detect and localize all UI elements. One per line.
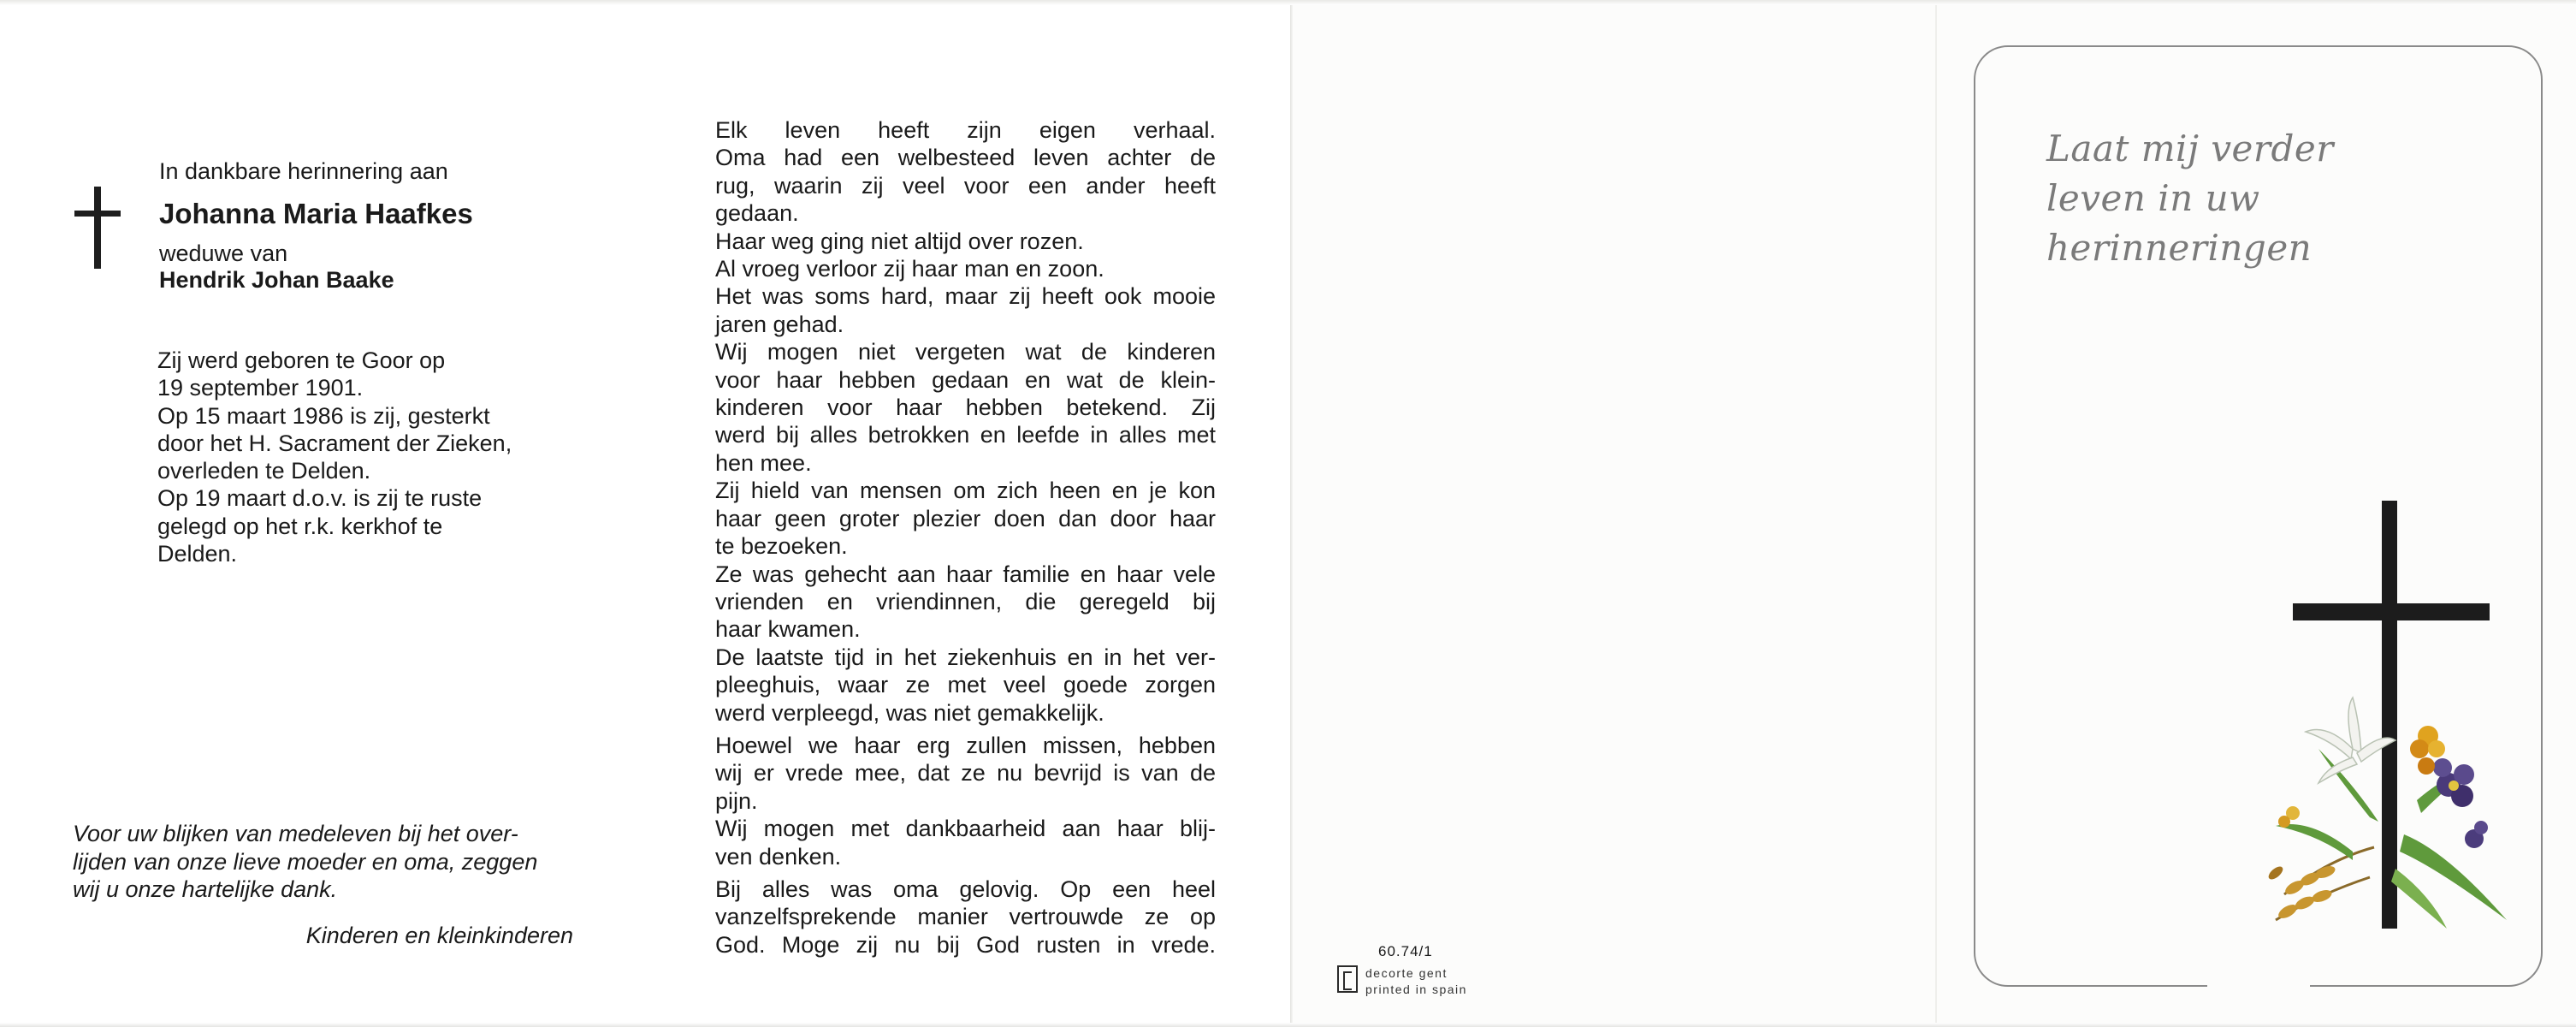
poem-line: Haar weg ging niet altijd over rozen. xyxy=(715,228,1084,254)
poem-line: vanzelfsprekende manier vertrouwde ze op xyxy=(715,904,1216,930)
poem-line: jaren gehad. xyxy=(715,311,844,337)
cross-with-flowers-illustration xyxy=(2224,492,2532,937)
poem-line: wij er vrede mee, dat ze nu bevrijd is van de xyxy=(715,760,1216,787)
cover-verse xyxy=(2046,124,2389,273)
thanks-line: wij u onze hartelijke dank. xyxy=(73,876,338,902)
bottom-edge xyxy=(0,1023,2576,1027)
poem-line: Wij mogen met dankbaarheid aan haar blij- xyxy=(715,816,1216,842)
thanks-line: Voor uw blijken van medeleven bij het over- xyxy=(73,821,518,846)
bio-line: Op 19 maart d.o.v. is zij te ruste xyxy=(157,485,483,512)
bio-line: door het H. Sacrament der Zieken, xyxy=(157,430,512,456)
poem-line: Bij alles was oma gelovig. Op een heel xyxy=(715,876,1216,902)
biography xyxy=(157,347,577,567)
poem-line: werd bij alles betrokken en leefde in alles met xyxy=(715,422,1216,448)
purple-flower-icon xyxy=(2433,758,2488,848)
poem-line: te bezoeken. xyxy=(715,533,848,560)
cover-fold xyxy=(1935,0,1937,1027)
printer-origin: printed in spain xyxy=(1365,982,1467,996)
poem-line: pijn. xyxy=(715,787,758,814)
large-cross-horizontal xyxy=(2293,603,2490,620)
cross-icon xyxy=(74,187,121,269)
husband-name: Hendrik Johan Baake xyxy=(159,267,394,293)
widow-of-label: weduwe van xyxy=(159,240,288,266)
printer-name: decorte gent xyxy=(1365,966,1448,980)
poem-line: De laatste tijd in het ziekenhuis en in het ver- xyxy=(715,644,1216,670)
poem-line: ven denken. xyxy=(715,843,842,870)
poem-line: Hoewel we haar erg zullen missen, hebben xyxy=(715,732,1216,758)
poem-line: God. Moge zij nu bij God rusten in vrede. xyxy=(715,931,1216,958)
bio-line: overleden te Delden. xyxy=(157,458,371,484)
cross-horizontal-bar xyxy=(74,211,121,217)
poem-line: Ze was gehecht aan haar familie en haar vele xyxy=(715,561,1216,587)
printer-logo-icon xyxy=(1337,965,1358,993)
poem-line: haar kwamen. xyxy=(715,616,861,643)
cover-frame-gap xyxy=(2207,976,2310,993)
poem-line: kinderen voor haar hebben betekend. Zij xyxy=(715,395,1216,421)
printer-code: 60.74/1 xyxy=(1378,943,1433,959)
poem-line: gedaan. xyxy=(715,200,799,227)
thanks-message xyxy=(73,820,577,904)
poem-line: Oma had een welbesteed leven achter de xyxy=(715,145,1216,171)
poem-line: pleeghuis, waar ze met veel goede zorgen xyxy=(715,672,1216,698)
poem-line: rug, waarin zij veel voor een ander heeft xyxy=(715,172,1216,199)
top-edge xyxy=(0,0,2576,5)
poem-line: Zij hield van mensen om zich heen en je kon xyxy=(715,478,1216,504)
bio-line: 19 september 1901. xyxy=(157,375,364,401)
thanks-line: lijden van onze lieve moeder en oma, zeggen xyxy=(73,848,538,875)
poem-line: vrienden en vriendinnen, die geregeld bij xyxy=(715,588,1216,614)
wheat-grains-icon xyxy=(2266,864,2336,921)
poem-line: Elk leven heeft zijn eigen verhaal. xyxy=(715,117,1216,143)
poem-line: haar geen groter plezier doen dan door haar xyxy=(715,505,1216,531)
poem-line: Wij mogen niet vergeten wat de kinderen xyxy=(715,339,1216,365)
bio-line: Zij werd geboren te Goor op xyxy=(157,347,446,373)
orange-flower-icon xyxy=(2278,726,2445,828)
verse-line: Laat mij verder xyxy=(2046,128,2334,169)
dedication-intro: In dankbare herinnering aan xyxy=(159,158,448,184)
poem-line: hen mee. xyxy=(715,449,812,476)
deceased-name: Johanna Maria Haafkes xyxy=(159,198,473,229)
family-signature: Kinderen en kleinkinderen xyxy=(305,923,573,948)
poem-line: werd verpleegd, was niet gemakkelijk. xyxy=(715,699,1104,726)
bio-line: gelegd op het r.k. kerkhof te xyxy=(157,513,443,539)
verse-line: leven in uw xyxy=(2046,177,2260,219)
memorial-text xyxy=(715,116,1216,959)
poem-line: Al vroeg verloor zij haar man en zoon. xyxy=(715,256,1104,282)
bio-line: Delden. xyxy=(157,541,238,567)
large-cross-vertical xyxy=(2382,501,2397,929)
verse-line: herinneringen xyxy=(2046,227,2312,269)
bio-line: Op 15 maart 1986 is zij, gesterkt xyxy=(157,402,490,429)
poem-line: voor haar hebben gedaan en wat de klein- xyxy=(715,366,1216,393)
poem-line: Het was soms hard, maar zij heeft ook mooie xyxy=(715,283,1216,310)
center-fold xyxy=(1290,0,1293,1027)
cross-vertical-bar xyxy=(94,187,101,269)
